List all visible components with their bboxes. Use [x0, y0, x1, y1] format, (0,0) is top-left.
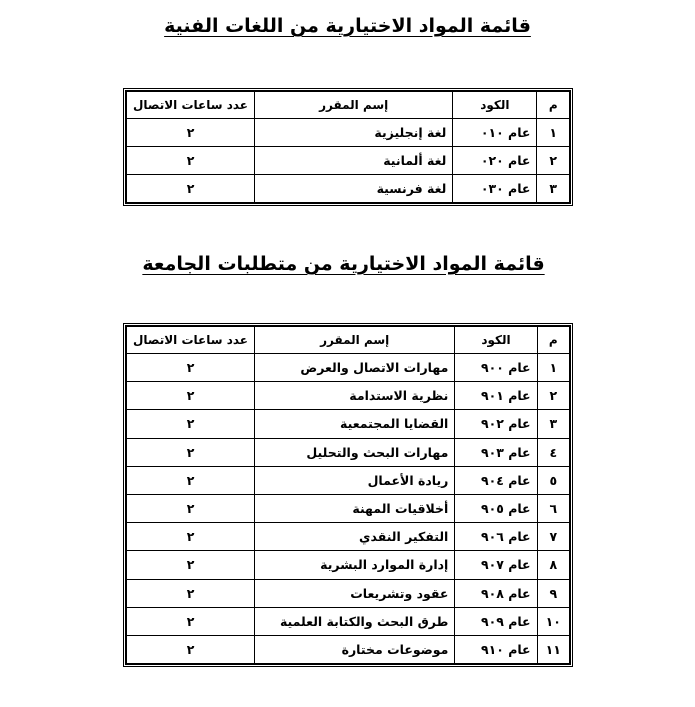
row-name: مهارات البحث والتحليل	[255, 438, 455, 466]
row-code: عام ٩١٠	[455, 635, 537, 664]
header-num: م	[537, 326, 570, 354]
row-num: ٥	[537, 466, 570, 494]
row-name: لغة فرنسية	[255, 175, 453, 204]
table-row	[126, 147, 570, 175]
row-num: ٦	[537, 494, 570, 522]
row-code: عام ٩٠١	[455, 382, 537, 410]
row-name: موضوعات مختارة	[255, 635, 455, 664]
header-hours: عدد ساعات الاتصال	[126, 91, 255, 119]
row-name: لغة ألمانية	[255, 147, 453, 175]
row-hours: ٢	[126, 551, 255, 579]
table-row	[126, 523, 570, 551]
table-row	[126, 466, 570, 494]
row-num: ٨	[537, 551, 570, 579]
table-row	[126, 607, 570, 635]
row-hours: ٢	[126, 635, 255, 664]
row-name: أخلاقيات المهنة	[255, 494, 455, 522]
row-hours: ٢	[126, 494, 255, 522]
row-code: عام ٠٣٠	[453, 175, 537, 204]
table-row	[126, 354, 570, 382]
row-hours: ٢	[126, 119, 255, 147]
table-row	[126, 494, 570, 522]
row-name: القضايا المجتمعية	[255, 410, 455, 438]
row-hours: ٢	[126, 382, 255, 410]
row-name: نظرية الاستدامة	[255, 382, 455, 410]
row-code: عام ٩٠٢	[455, 410, 537, 438]
row-code: عام ٩٠٨	[455, 579, 537, 607]
row-code: عام ٠٢٠	[453, 147, 537, 175]
row-code: عام ٩٠٣	[455, 438, 537, 466]
row-num: ١١	[537, 635, 570, 664]
row-hours: ٢	[126, 579, 255, 607]
row-num: ٤	[537, 438, 570, 466]
table-row	[126, 438, 570, 466]
table-header-row	[126, 91, 570, 119]
row-hours: ٢	[126, 175, 255, 204]
table-row	[126, 551, 570, 579]
row-num: ١	[537, 354, 570, 382]
header-code: الكود	[453, 91, 537, 119]
university-electives-table	[125, 325, 571, 665]
row-name: التفكير النقدي	[255, 523, 455, 551]
row-num: ٢	[537, 382, 570, 410]
table-row	[126, 119, 570, 147]
language-electives-table	[125, 90, 571, 204]
header-name: إسم المقرر	[255, 91, 453, 119]
header-hours: عدد ساعات الاتصال	[126, 326, 255, 354]
row-name: طرق البحث والكتابة العلمية	[255, 607, 455, 635]
table-row	[126, 579, 570, 607]
row-num: ٢	[537, 147, 570, 175]
section1-title: قائمة المواد الاختيارية من اللغات الفنية	[164, 15, 531, 37]
row-num: ٧	[537, 523, 570, 551]
row-num: ٣	[537, 410, 570, 438]
row-num: ٩	[537, 579, 570, 607]
row-num: ١	[537, 119, 570, 147]
table-header-row	[126, 326, 570, 354]
row-num: ١٠	[537, 607, 570, 635]
row-hours: ٢	[126, 147, 255, 175]
row-name: إدارة الموارد البشرية	[255, 551, 455, 579]
table-row	[126, 175, 570, 204]
row-code: عام ٩٠٩	[455, 607, 537, 635]
row-hours: ٢	[126, 607, 255, 635]
row-name: عقود وتشريعات	[255, 579, 455, 607]
row-hours: ٢	[126, 466, 255, 494]
row-code: عام ٠١٠	[453, 119, 537, 147]
row-hours: ٢	[126, 438, 255, 466]
row-name: ريادة الأعمال	[255, 466, 455, 494]
row-code: عام ٩٠٧	[455, 551, 537, 579]
row-code: عام ٩٠٦	[455, 523, 537, 551]
row-hours: ٢	[126, 354, 255, 382]
header-name: إسم المقرر	[255, 326, 455, 354]
header-code: الكود	[455, 326, 537, 354]
table-row	[126, 635, 570, 664]
row-name: مهارات الاتصال والعرض	[255, 354, 455, 382]
section2-title: قائمة المواد الاختيارية من متطلبات الجامعة	[142, 253, 545, 275]
row-name: لغة إنجليزية	[255, 119, 453, 147]
row-code: عام ٩٠٥	[455, 494, 537, 522]
row-code: عام ٩٠٠	[455, 354, 537, 382]
row-hours: ٢	[126, 410, 255, 438]
row-hours: ٢	[126, 523, 255, 551]
row-code: عام ٩٠٤	[455, 466, 537, 494]
table-row	[126, 382, 570, 410]
table-row	[126, 410, 570, 438]
row-num: ٣	[537, 175, 570, 204]
header-num: م	[537, 91, 570, 119]
